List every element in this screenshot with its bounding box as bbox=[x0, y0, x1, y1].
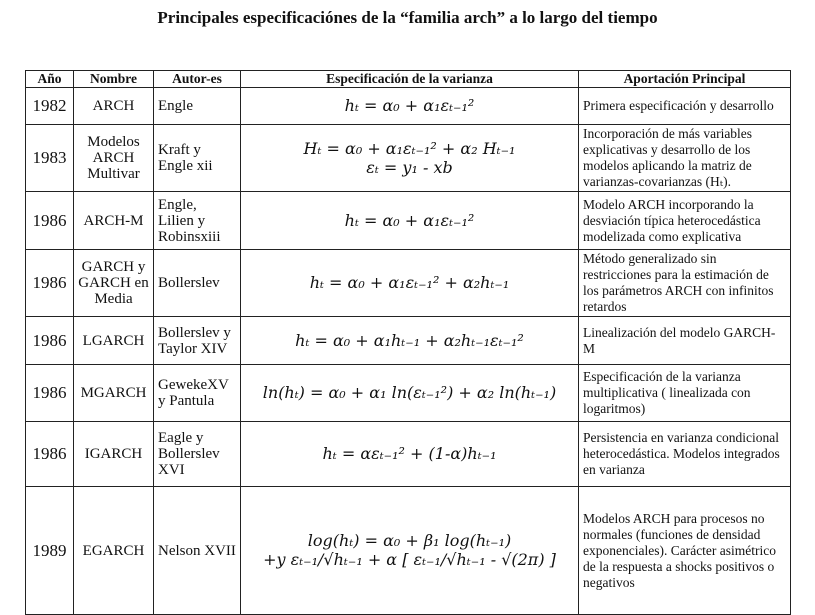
year-cell: 1989 bbox=[26, 487, 74, 615]
name-cell: GARCH y GARCH en Media bbox=[74, 250, 154, 317]
formula-cell bbox=[241, 317, 579, 365]
year-cell: 1986 bbox=[26, 422, 74, 487]
formula-cell bbox=[241, 125, 579, 192]
author-cell: Engle, Lilien y Robinsxiii bbox=[154, 192, 241, 250]
contribution-cell: Modelo ARCH incorporando la desviación típica heterocedástica modelizada como explicativa bbox=[579, 192, 791, 250]
author-cell: Bollerslev bbox=[154, 250, 241, 317]
name-cell: ARCH-M bbox=[74, 192, 154, 250]
table-row bbox=[26, 192, 791, 250]
page-title: Principales especificaciónes de la “familia arch” a lo largo del tiempo bbox=[157, 8, 658, 27]
formula-cell bbox=[241, 88, 579, 125]
formula-line: εₜ = y₁ - xb bbox=[366, 157, 453, 177]
header-name: Nombre bbox=[74, 71, 154, 88]
name-cell: Modelos ARCH Multivar bbox=[74, 125, 154, 192]
name-cell: EGARCH bbox=[74, 487, 154, 615]
table-row bbox=[26, 88, 791, 125]
year-cell: 1986 bbox=[26, 192, 74, 250]
formula-line: Hₜ = α₀ + α₁εₜ₋₁² + α₂ Hₜ₋₁ bbox=[303, 138, 516, 158]
name-cell: ARCH bbox=[74, 88, 154, 125]
formula-cell bbox=[241, 487, 579, 615]
year-cell: 1986 bbox=[26, 250, 74, 317]
formula-line: ln(hₜ) = α₀ + α₁ ln(εₜ₋₁²) + α₂ ln(hₜ₋₁) bbox=[262, 383, 557, 402]
year-cell: 1986 bbox=[26, 317, 74, 365]
table-row bbox=[26, 422, 791, 487]
year-cell: 1986 bbox=[26, 365, 74, 422]
author-cell: Engle bbox=[154, 88, 241, 125]
table-row bbox=[26, 317, 791, 365]
contribution-cell: Linealización del modelo GARCH-M bbox=[579, 317, 791, 365]
year-cell: 1983 bbox=[26, 125, 74, 192]
author-cell: Eagle y Bollerslev XVI bbox=[154, 422, 241, 487]
table-header-row bbox=[26, 71, 791, 88]
contribution-cell: Incorporación de más variables explicativas y desarrollo de los modelos aplicando la matriz de varianzas-covarianzas (Hₜ). bbox=[579, 125, 791, 192]
contribution-cell: Primera especificación y desarrollo bbox=[579, 88, 791, 125]
contribution-cell: Persistencia en varianza condicional heterocedástica. Modelos integrados en varianza bbox=[579, 422, 791, 487]
formula-cell bbox=[241, 192, 579, 250]
header-author: Autor-es bbox=[154, 71, 241, 88]
name-cell: IGARCH bbox=[74, 422, 154, 487]
header-variance-spec: Especificación de la varianza bbox=[241, 71, 579, 88]
header-contribution: Aportación Principal bbox=[579, 71, 791, 88]
formula-line: hₜ = α₀ + α₁εₜ₋₁² + α₂hₜ₋₁ bbox=[309, 273, 510, 292]
formula-line: hₜ = α₀ + α₁hₜ₋₁ + α₂hₜ₋₁εₜ₋₁² bbox=[295, 330, 524, 350]
formula-line: hₜ = α₀ + α₁εₜ₋₁² bbox=[344, 210, 475, 230]
formula-cell bbox=[241, 422, 579, 487]
table-row bbox=[26, 125, 791, 192]
formula-line: hₜ = αεₜ₋₁² + (1-α)hₜ₋₁ bbox=[322, 444, 497, 463]
contribution-cell: Método generalizado sin restricciones para la estimación de los parámetros ARCH con infinitos retardos bbox=[579, 250, 791, 317]
formula-cell bbox=[241, 365, 579, 422]
name-cell: LGARCH bbox=[74, 317, 154, 365]
header-year: Año bbox=[26, 71, 74, 88]
table-row bbox=[26, 487, 791, 615]
formula-line: hₜ = α₀ + α₁εₜ₋₁² bbox=[344, 96, 475, 115]
name-cell: MGARCH bbox=[74, 365, 154, 422]
author-cell: Bollerslev y Taylor XIV bbox=[154, 317, 241, 365]
contribution-cell: Modelos ARCH para procesos no normales (funciones de densidad exponenciales). Carácter asimétrico de la respuesta a shocks positivos o negativos bbox=[579, 487, 791, 615]
table-row bbox=[26, 365, 791, 422]
table-row bbox=[26, 250, 791, 317]
arch-family-table bbox=[25, 70, 791, 615]
contribution-cell: Especificación de la varianza multiplicativa ( linealizada con logaritmos) bbox=[579, 365, 791, 422]
formula-cell bbox=[241, 250, 579, 317]
author-cell: Nelson XVII bbox=[154, 487, 241, 615]
year-cell: 1982 bbox=[26, 88, 74, 125]
formula-line: +y εₜ₋₁/√hₜ₋₁ + α [ εₜ₋₁/√hₜ₋₁ - √(2π) ] bbox=[263, 550, 556, 569]
formula-line: log(hₜ) = α₀ + β₁ log(hₜ₋₁) bbox=[307, 531, 512, 550]
author-cell: Kraft y Engle xii bbox=[154, 125, 241, 192]
author-cell: GewekeXV y Pantula bbox=[154, 365, 241, 422]
